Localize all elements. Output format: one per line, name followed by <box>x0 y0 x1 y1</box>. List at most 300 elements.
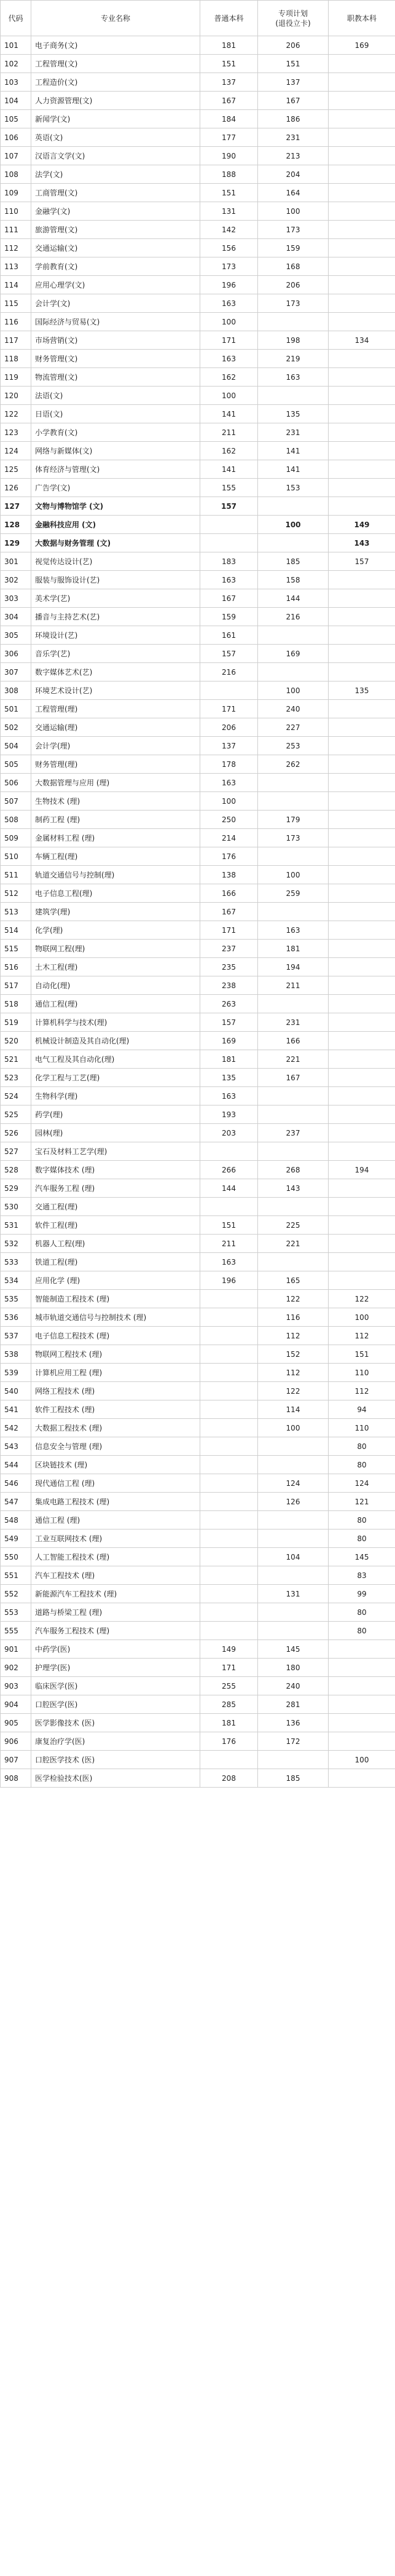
cell-major-name: 信息安全与管理 (理) <box>31 1437 200 1456</box>
cell-regular-score: 141 <box>200 405 258 423</box>
cell-code: 905 <box>1 1714 31 1732</box>
cell-major-name: 道路与桥梁工程 (理) <box>31 1603 200 1622</box>
cell-vocational-score <box>329 239 395 257</box>
table-row <box>1 1585 395 1603</box>
cell-vocational-score <box>329 165 395 184</box>
cell-vocational-score <box>329 73 395 92</box>
cell-major-name: 护理学(医) <box>31 1659 200 1677</box>
table-row <box>1 792 395 811</box>
table-row <box>1 552 395 571</box>
cell-code: 302 <box>1 571 31 589</box>
table-row <box>1 921 395 940</box>
cell-special-score <box>258 1437 329 1456</box>
cell-vocational-score <box>329 1087 395 1105</box>
cell-vocational-score <box>329 147 395 165</box>
cell-vocational-score: 80 <box>329 1511 395 1530</box>
table-row <box>1 202 395 221</box>
cell-code: 305 <box>1 626 31 645</box>
cell-code: 548 <box>1 1511 31 1530</box>
cell-regular-score <box>200 1548 258 1566</box>
cell-regular-score: 141 <box>200 460 258 479</box>
cell-regular-score: 171 <box>200 331 258 350</box>
cell-code: 547 <box>1 1493 31 1511</box>
cell-special-score: 100 <box>258 1419 329 1437</box>
cell-code: 516 <box>1 958 31 976</box>
cell-regular-score: 157 <box>200 497 258 516</box>
cell-major-name: 工程管理(文) <box>31 55 200 73</box>
table-row <box>1 1751 395 1769</box>
cell-major-name: 大数据管理与应用 (理) <box>31 774 200 792</box>
cell-special-score <box>258 1253 329 1271</box>
cell-special-score: 169 <box>258 645 329 663</box>
table-row <box>1 534 395 552</box>
cell-special-score: 180 <box>258 1659 329 1677</box>
table-row <box>1 940 395 958</box>
cell-code: 307 <box>1 663 31 681</box>
cell-major-name: 口腔医学(医) <box>31 1695 200 1714</box>
cell-special-score <box>258 313 329 331</box>
cell-major-name: 电子商务(文) <box>31 36 200 55</box>
table-row <box>1 405 395 423</box>
cell-special-score: 240 <box>258 1677 329 1695</box>
table-row <box>1 1769 395 1788</box>
cell-vocational-score: 169 <box>329 36 395 55</box>
table-row <box>1 497 395 516</box>
cell-major-name: 物流管理(文) <box>31 368 200 387</box>
table-row <box>1 571 395 589</box>
table-row <box>1 165 395 184</box>
cell-vocational-score <box>329 884 395 903</box>
cell-code: 529 <box>1 1179 31 1198</box>
cell-major-name: 学前教育(文) <box>31 257 200 276</box>
cell-major-name: 工商管理(文) <box>31 184 200 202</box>
cell-code: 551 <box>1 1566 31 1585</box>
cell-special-score: 166 <box>258 1032 329 1050</box>
cell-code: 504 <box>1 737 31 755</box>
cell-special-score: 126 <box>258 1493 329 1511</box>
cell-major-name: 物联网工程(理) <box>31 940 200 958</box>
table-row <box>1 36 395 55</box>
cell-vocational-score: 112 <box>329 1382 395 1400</box>
cell-regular-score <box>200 1493 258 1511</box>
table-row <box>1 128 395 147</box>
cell-code: 123 <box>1 423 31 442</box>
cell-regular-score: 163 <box>200 774 258 792</box>
table-row <box>1 1069 395 1087</box>
cell-major-name: 金融科技应用 (文) <box>31 516 200 534</box>
cell-regular-score <box>200 1419 258 1437</box>
cell-regular-score: 157 <box>200 1013 258 1032</box>
cell-code: 301 <box>1 552 31 571</box>
cell-code: 114 <box>1 276 31 294</box>
cell-special-score: 186 <box>258 110 329 128</box>
cell-major-name: 网络与新媒体(文) <box>31 442 200 460</box>
cell-vocational-score <box>329 792 395 811</box>
cell-regular-score <box>200 1511 258 1530</box>
cell-special-score: 198 <box>258 331 329 350</box>
cell-regular-score <box>200 534 258 552</box>
cell-vocational-score <box>329 202 395 221</box>
cell-regular-score: 190 <box>200 147 258 165</box>
cell-code: 549 <box>1 1530 31 1548</box>
cell-regular-score: 138 <box>200 866 258 884</box>
cell-regular-score: 163 <box>200 1087 258 1105</box>
cell-code: 553 <box>1 1603 31 1622</box>
cell-major-name: 金属材料工程 (理) <box>31 829 200 847</box>
cell-code: 507 <box>1 792 31 811</box>
cell-vocational-score: 83 <box>329 1566 395 1585</box>
cell-special-score: 185 <box>258 1769 329 1788</box>
table-row <box>1 1142 395 1161</box>
cell-vocational-score <box>329 221 395 239</box>
cell-special-score: 144 <box>258 589 329 608</box>
cell-special-score: 141 <box>258 460 329 479</box>
cell-special-score: 163 <box>258 368 329 387</box>
cell-special-score <box>258 1530 329 1548</box>
cell-regular-score <box>200 1566 258 1585</box>
cell-vocational-score <box>329 847 395 866</box>
cell-major-name: 电气工程及其自动化(理) <box>31 1050 200 1069</box>
cell-regular-score: 177 <box>200 128 258 147</box>
cell-major-name: 建筑学(理) <box>31 903 200 921</box>
cell-major-name: 汽车服务工程 (理) <box>31 1179 200 1198</box>
cell-vocational-score: 121 <box>329 1493 395 1511</box>
table-row <box>1 626 395 645</box>
cell-code: 538 <box>1 1345 31 1364</box>
table-row <box>1 1345 395 1364</box>
cell-special-score: 168 <box>258 257 329 276</box>
cell-special-score: 145 <box>258 1640 329 1659</box>
cell-regular-score: 237 <box>200 940 258 958</box>
cell-major-name: 铁道工程(理) <box>31 1253 200 1271</box>
table-row <box>1 110 395 128</box>
cell-code: 906 <box>1 1732 31 1751</box>
cell-regular-score: 181 <box>200 1714 258 1732</box>
cell-vocational-score: 80 <box>329 1603 395 1622</box>
cell-special-score: 165 <box>258 1271 329 1290</box>
cell-vocational-score <box>329 1677 395 1695</box>
cell-major-name: 交通运输(理) <box>31 718 200 737</box>
cell-major-name: 汽车工程技术 (理) <box>31 1566 200 1585</box>
cell-regular-score: 171 <box>200 1659 258 1677</box>
cell-vocational-score <box>329 1069 395 1087</box>
table-row <box>1 55 395 73</box>
cell-regular-score: 149 <box>200 1640 258 1659</box>
cell-major-name: 生物科学(理) <box>31 1087 200 1105</box>
cell-code: 126 <box>1 479 31 497</box>
cell-special-score: 114 <box>258 1400 329 1419</box>
cell-regular-score: 255 <box>200 1677 258 1695</box>
table-row <box>1 92 395 110</box>
cell-special-score: 112 <box>258 1327 329 1345</box>
table-row <box>1 331 395 350</box>
cell-code: 303 <box>1 589 31 608</box>
cell-regular-score <box>200 1456 258 1474</box>
cell-major-name: 自动化(理) <box>31 976 200 995</box>
table-row <box>1 479 395 497</box>
cell-major-name: 体育经济与管理(文) <box>31 460 200 479</box>
cell-regular-score: 100 <box>200 313 258 331</box>
table-row <box>1 866 395 884</box>
cell-vocational-score: 100 <box>329 1308 395 1327</box>
cell-special-score <box>258 774 329 792</box>
cell-special-score <box>258 663 329 681</box>
cell-major-name: 工程管理(理) <box>31 700 200 718</box>
table-row <box>1 1456 395 1474</box>
table-row <box>1 460 395 479</box>
cell-major-name: 机械设计制造及其自动化(理) <box>31 1032 200 1050</box>
cell-major-name: 新能源汽车工程技术 (理) <box>31 1585 200 1603</box>
cell-code: 108 <box>1 165 31 184</box>
cell-major-name: 中药学(医) <box>31 1640 200 1659</box>
cell-regular-score: 196 <box>200 276 258 294</box>
cell-vocational-score <box>329 423 395 442</box>
table-row <box>1 774 395 792</box>
table-row <box>1 147 395 165</box>
table-row <box>1 1530 395 1548</box>
cell-major-name: 音乐学(艺) <box>31 645 200 663</box>
cell-code: 122 <box>1 405 31 423</box>
cell-vocational-score <box>329 921 395 940</box>
cell-vocational-score <box>329 184 395 202</box>
cell-code: 306 <box>1 645 31 663</box>
table-row <box>1 1382 395 1400</box>
cell-special-score: 112 <box>258 1364 329 1382</box>
cell-vocational-score <box>329 110 395 128</box>
cell-regular-score: 163 <box>200 294 258 313</box>
cell-major-name: 通信工程 (理) <box>31 1511 200 1530</box>
cell-special-score: 131 <box>258 1585 329 1603</box>
cell-vocational-score <box>329 1142 395 1161</box>
cell-regular-score: 135 <box>200 1069 258 1087</box>
cell-major-name: 数字媒体艺术(艺) <box>31 663 200 681</box>
table-row <box>1 1566 395 1585</box>
cell-vocational-score: 80 <box>329 1622 395 1640</box>
table-row <box>1 184 395 202</box>
cell-special-score: 281 <box>258 1695 329 1714</box>
cell-code: 530 <box>1 1198 31 1216</box>
cell-code: 550 <box>1 1548 31 1566</box>
cell-code: 901 <box>1 1640 31 1659</box>
cell-vocational-score <box>329 257 395 276</box>
cell-code: 902 <box>1 1659 31 1677</box>
cell-vocational-score: 110 <box>329 1364 395 1382</box>
table-row <box>1 368 395 387</box>
cell-major-name: 会计学(理) <box>31 737 200 755</box>
cell-special-score: 216 <box>258 608 329 626</box>
cell-major-name: 医学影像技术 (医) <box>31 1714 200 1732</box>
cell-regular-score <box>200 1198 258 1216</box>
table-row <box>1 387 395 405</box>
cell-vocational-score: 194 <box>329 1161 395 1179</box>
cell-major-name: 人工智能工程技术 (理) <box>31 1548 200 1566</box>
cell-regular-score: 176 <box>200 1732 258 1751</box>
header-special-plan-line1: 专项计划 <box>278 9 308 18</box>
cell-vocational-score: 80 <box>329 1437 395 1456</box>
cell-major-name: 口腔医学技术 (医) <box>31 1751 200 1769</box>
cell-major-name: 应用化学 (理) <box>31 1271 200 1290</box>
cell-major-name: 大数据与财务管理 (文) <box>31 534 200 552</box>
cell-code: 514 <box>1 921 31 940</box>
cell-regular-score <box>200 1585 258 1603</box>
cell-code: 502 <box>1 718 31 737</box>
table-row <box>1 294 395 313</box>
cell-vocational-score <box>329 55 395 73</box>
cell-major-name: 汽车服务工程技术 (理) <box>31 1622 200 1640</box>
cell-special-score: 164 <box>258 184 329 202</box>
cell-special-score: 100 <box>258 681 329 700</box>
cell-major-name: 汉语言文学(文) <box>31 147 200 165</box>
cell-special-score <box>258 1566 329 1585</box>
cell-vocational-score <box>329 995 395 1013</box>
cell-code: 537 <box>1 1327 31 1345</box>
cell-major-name: 数字媒体技术 (理) <box>31 1161 200 1179</box>
cell-code: 539 <box>1 1364 31 1382</box>
cell-major-name: 小学教育(文) <box>31 423 200 442</box>
cell-special-score: 231 <box>258 1013 329 1032</box>
table-row <box>1 1105 395 1124</box>
cell-code: 513 <box>1 903 31 921</box>
table-row <box>1 958 395 976</box>
cell-code: 525 <box>1 1105 31 1124</box>
cell-major-name: 临床医学(医) <box>31 1677 200 1695</box>
cell-vocational-score <box>329 903 395 921</box>
cell-regular-score: 211 <box>200 423 258 442</box>
cell-special-score: 141 <box>258 442 329 460</box>
cell-code: 543 <box>1 1437 31 1456</box>
cell-major-name: 计算机科学与技术(理) <box>31 1013 200 1032</box>
cell-regular-score <box>200 1400 258 1419</box>
cell-code: 523 <box>1 1069 31 1087</box>
cell-major-name: 化学工程与工艺(理) <box>31 1069 200 1087</box>
table-row <box>1 1364 395 1382</box>
cell-vocational-score <box>329 1124 395 1142</box>
cell-vocational-score <box>329 460 395 479</box>
header-vocational-undergrad: 职教本科 <box>329 1 395 36</box>
cell-special-score: 136 <box>258 1714 329 1732</box>
cell-code: 112 <box>1 239 31 257</box>
table-row <box>1 221 395 239</box>
cell-special-score: 206 <box>258 276 329 294</box>
cell-major-name: 区块链技术 (理) <box>31 1456 200 1474</box>
cell-major-name: 现代通信工程 (理) <box>31 1474 200 1493</box>
cell-major-name: 国际经济与贸易(文) <box>31 313 200 331</box>
table-row <box>1 1087 395 1105</box>
cell-regular-score: 285 <box>200 1695 258 1714</box>
cell-major-name: 医学检验技术(医) <box>31 1769 200 1788</box>
cell-vocational-score <box>329 1032 395 1050</box>
cell-special-score: 104 <box>258 1548 329 1566</box>
cell-regular-score <box>200 1364 258 1382</box>
cell-regular-score: 166 <box>200 884 258 903</box>
cell-special-score: 221 <box>258 1235 329 1253</box>
cell-major-name: 环境设计(艺) <box>31 626 200 645</box>
cell-vocational-score <box>329 1235 395 1253</box>
cell-major-name: 交通运输(文) <box>31 239 200 257</box>
cell-regular-score: 137 <box>200 737 258 755</box>
cell-vocational-score <box>329 350 395 368</box>
cell-code: 509 <box>1 829 31 847</box>
cell-regular-score: 184 <box>200 110 258 128</box>
cell-code: 109 <box>1 184 31 202</box>
cell-special-score: 185 <box>258 552 329 571</box>
cell-special-score: 100 <box>258 202 329 221</box>
cell-major-name: 工程造价(文) <box>31 73 200 92</box>
cell-special-score: 262 <box>258 755 329 774</box>
table-row <box>1 608 395 626</box>
table-row <box>1 239 395 257</box>
cell-special-score: 122 <box>258 1290 329 1308</box>
cell-code: 102 <box>1 55 31 73</box>
cell-regular-score <box>200 1622 258 1640</box>
cell-vocational-score <box>329 92 395 110</box>
cell-code: 544 <box>1 1456 31 1474</box>
table-row <box>1 1622 395 1640</box>
cell-code: 508 <box>1 811 31 829</box>
table-row <box>1 737 395 755</box>
cell-regular-score: 211 <box>200 1235 258 1253</box>
cell-special-score <box>258 1456 329 1474</box>
cell-regular-score <box>200 1530 258 1548</box>
cell-regular-score: 183 <box>200 552 258 571</box>
cell-code: 101 <box>1 36 31 55</box>
cell-special-score: 231 <box>258 128 329 147</box>
table-row <box>1 1235 395 1253</box>
table-row <box>1 1124 395 1142</box>
table-row <box>1 1179 395 1198</box>
cell-vocational-score: 145 <box>329 1548 395 1566</box>
cell-special-score <box>258 1751 329 1769</box>
cell-special-score: 116 <box>258 1308 329 1327</box>
cell-major-name: 物联网工程技术 (理) <box>31 1345 200 1364</box>
cell-vocational-score <box>329 626 395 645</box>
cell-code: 110 <box>1 202 31 221</box>
cell-code: 106 <box>1 128 31 147</box>
cell-regular-score: 100 <box>200 792 258 811</box>
cell-major-name: 车辆工程(理) <box>31 847 200 866</box>
cell-vocational-score <box>329 829 395 847</box>
cell-special-score: 225 <box>258 1216 329 1235</box>
cell-vocational-score <box>329 1640 395 1659</box>
cell-special-score <box>258 1603 329 1622</box>
cell-major-name: 大数据工程技术 (理) <box>31 1419 200 1437</box>
cell-regular-score: 100 <box>200 387 258 405</box>
cell-major-name: 服装与服饰设计(艺) <box>31 571 200 589</box>
cell-special-score: 151 <box>258 55 329 73</box>
cell-special-score: 221 <box>258 1050 329 1069</box>
cell-major-name: 播音与主持艺术(艺) <box>31 608 200 626</box>
cell-special-score <box>258 847 329 866</box>
cell-code: 105 <box>1 110 31 128</box>
cell-regular-score: 216 <box>200 663 258 681</box>
table-row <box>1 1474 395 1493</box>
table-row <box>1 663 395 681</box>
cell-major-name: 康复治疗学(医) <box>31 1732 200 1751</box>
cell-vocational-score <box>329 368 395 387</box>
cell-regular-score: 173 <box>200 257 258 276</box>
table-row <box>1 847 395 866</box>
cell-regular-score: 238 <box>200 976 258 995</box>
cell-vocational-score <box>329 313 395 331</box>
cell-major-name: 交通工程(理) <box>31 1198 200 1216</box>
cell-code: 542 <box>1 1419 31 1437</box>
cell-special-score <box>258 1198 329 1216</box>
cell-special-score: 100 <box>258 866 329 884</box>
table-row <box>1 645 395 663</box>
cell-regular-score: 151 <box>200 184 258 202</box>
cell-code: 506 <box>1 774 31 792</box>
cell-regular-score: 161 <box>200 626 258 645</box>
